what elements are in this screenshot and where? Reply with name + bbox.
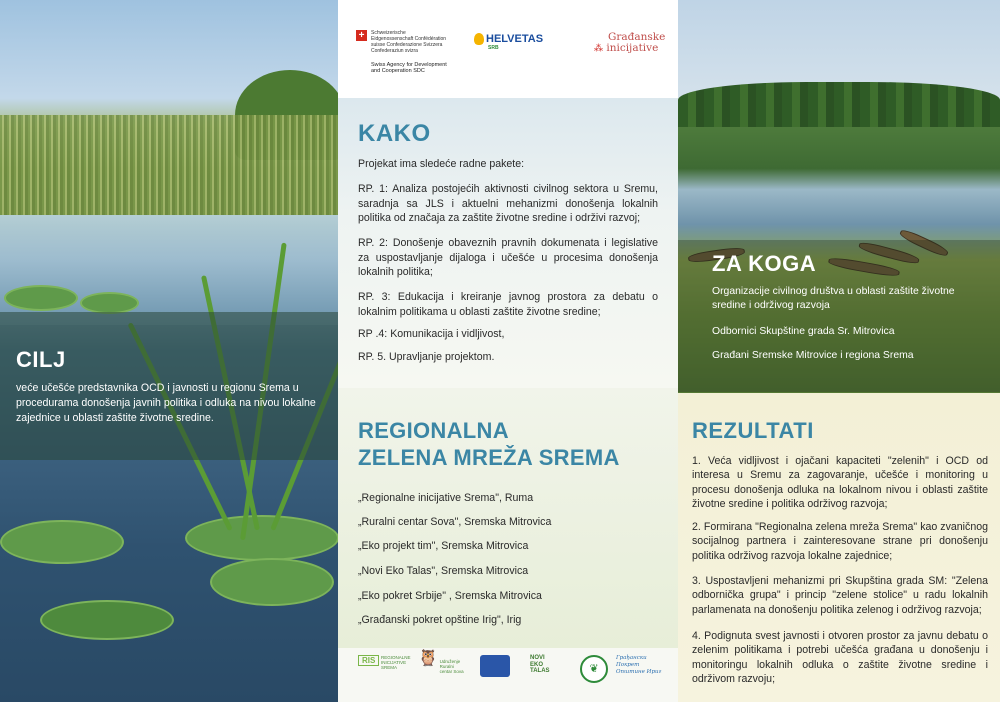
irig-logo <box>616 655 668 685</box>
work-package-item: RP .4: Komunikacija i vidljivost, <box>358 328 505 340</box>
lily-pad <box>4 285 78 311</box>
cilj-body: veće učešće predstavnika OCD i javnosti u regionu Srema u procedurama donošenja javnih politika i odluka na nivou lokalne zajednice u oblasti zaštite životne sredine. <box>16 382 316 424</box>
kako-title: KAKO <box>358 120 431 147</box>
helvetas-sub: SRB <box>488 45 499 52</box>
work-package-item: RP. 1: Analiza postojećih aktivnosti civilnog sektora u Sremu, saradnja sa JLS i aktuelni mehanizmi donošenja lokalnih politika od značaja za zaštite životne sredine i održivi razvoj; <box>358 183 658 225</box>
lily-pad <box>80 292 139 314</box>
novi-eko-talas-logo <box>530 655 564 685</box>
ris-logo <box>358 655 410 685</box>
gi-line2: inicijative <box>606 42 659 54</box>
regionalna-title <box>358 417 620 471</box>
target-group: Organizacije civilnog društva u oblasti zaštite životne sredine i održivog razvoja <box>712 286 955 311</box>
lily-pad <box>185 515 338 561</box>
people-icon: ⁂ <box>594 44 603 54</box>
member-org: „Eko projekt tim", Sremska Mitrovica <box>358 540 529 552</box>
result-item: 4. Podignuta svest javnosti i otvoren prostor za javnu debatu o zelenim politikama i potrebi učešća građana u donošenju i monitoringu lokalnih odluka o zaštite životne sredine i održivom razvoju; <box>692 630 988 686</box>
kako-intro: Projekat ima sledeće radne pakete: <box>358 158 525 170</box>
kako-panel <box>338 0 678 702</box>
target-group: Odbornici Skupštine grada Sr. Mitrovica <box>712 326 895 337</box>
za-koga-title: ZA KOGA <box>712 251 817 276</box>
owl-icon: 🦉 <box>418 650 438 667</box>
sova-logo <box>418 650 468 685</box>
za-koga-panel <box>678 0 1000 702</box>
helvetas-text: HELVETAS <box>486 33 544 45</box>
irig-logo-text: Грађански Покрет Општине Ириг <box>616 655 662 675</box>
regionalna-title-line2: ZELENA MREŽA SREMA <box>358 445 620 470</box>
lily-pad <box>0 520 124 564</box>
member-org: „Regionalne inicijative Srema", Ruma <box>358 492 534 504</box>
lily-pad <box>40 600 174 640</box>
swiss-flag-icon: + <box>356 30 367 41</box>
reeds-photo <box>0 115 338 215</box>
cilj-title: CILJ <box>16 347 66 372</box>
result-item: 3. Uspostavljeni mehanizmi pri Skupština grada SM: "Zelena odbornička grupa" i princip "zelene stolice" u radu lokalnih parlamenata na donošenju politika zelenog i održivog razvoja; <box>692 575 988 616</box>
eko-pokret-logo <box>580 655 606 685</box>
member-org: „Građanski pokret opštine Irig", Irig <box>358 614 522 626</box>
sdc-logo-text: Swiss Agency for Development and Cooperation SDC <box>371 62 447 74</box>
target-group: Građani Sremske Mitrovice i regiona Srema <box>712 350 914 361</box>
swiss-logo-text: Schweizerische Eidgenossenschaft Confédération suisse Confederazione Svizzera Confederaziun svizra <box>371 30 447 54</box>
member-org: „Ruralni centar Sova", Sremska Mitrovica <box>358 516 552 528</box>
ris-logo-sub: REGIONALNE INICIJATIVE SREMA <box>381 655 411 670</box>
work-package-item: RP. 2: Donošenje obaveznih pravnih dokumenata i legislative za uspostavljanje dijaloga i učešće u procesima donošenja lokalnih politika; <box>358 237 658 279</box>
ris-logo-text: RIS <box>358 655 379 666</box>
member-org: „Eko pokret Srbije" , Sremska Mitrovica <box>358 590 542 602</box>
member-org: „Novi Eko Talas", Sremska Mitrovica <box>358 565 529 577</box>
helvetas-logo <box>474 33 543 51</box>
result-item: 1. Veća vidljivost i ojačani kapaciteti "zelenih" i OCD od interesa u Sremu za zagovaranje, učešće i monitoring u procesu donošenja odluka na lokalnom nivou i oblasti zaštite životne sredine i politika održivog razvoja; <box>692 455 988 511</box>
work-package-item: RP. 5. Upravljanje projektom. <box>358 351 495 363</box>
member-logos-row <box>358 650 668 687</box>
gradjanske-inicijative-logo <box>594 32 665 55</box>
rezultati-title: REZULTATI <box>692 418 814 443</box>
eko-projekt-logo <box>480 655 514 685</box>
bulb-icon <box>474 33 484 45</box>
cilj-panel <box>0 0 338 702</box>
regionalna-title-line1: REGIONALNA <box>358 418 509 443</box>
treeline-photo <box>678 82 1000 127</box>
lily-pad <box>210 558 334 606</box>
swiss-sdc-logo <box>356 30 456 74</box>
sova-logo-text: Udruženje Ruralni centar Sova <box>439 659 464 674</box>
work-package-item: RP. 3: Edukacija i kreiranje javnog prostora za debatu o lokalnim politikama u oblasti zaštite životne sredine; <box>358 291 658 318</box>
result-item: 2. Formirana "Regionalna zelena mreža Srema" kao zvaničnog socijalnog partnera i zainteresovane strane pri donošenju politika održivog razvoja lokalne zajednice; <box>692 521 988 562</box>
leaf-icon: ❦ <box>580 655 608 683</box>
novi-eko-text: NOVI EKO TALAS <box>530 655 550 674</box>
gi-line1: Građanske <box>608 31 666 43</box>
eu-stars-icon <box>480 655 510 677</box>
